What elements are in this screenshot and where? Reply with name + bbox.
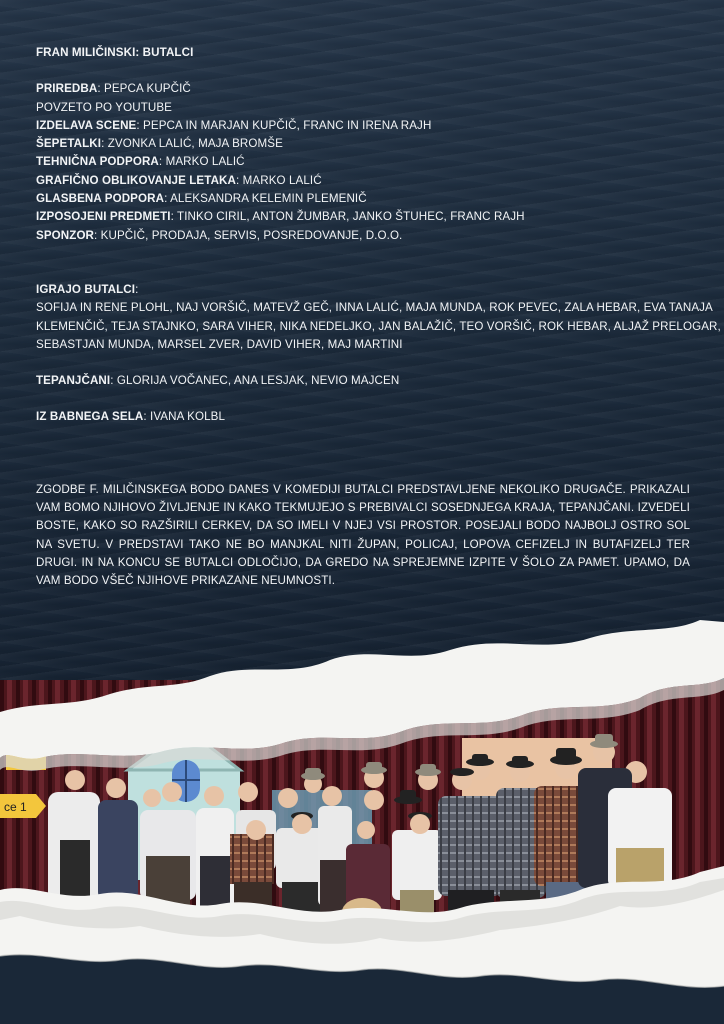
arrow-sign-text: ce 1 xyxy=(4,800,27,814)
credit-row: GRAFIČNO OBLIKOVANJE LETAKA: MARKO LALIĆ xyxy=(36,173,322,187)
cast-line: SOFIJA IN RENE PLOHL, NAJ VORŠIČ, MATEVŽ GEČ, INNA LALIĆ, MAJA MUNDA, ROK PEVEC, ZALA HEBAR, EVA TANAJA xyxy=(36,301,713,315)
credit-row: PRIREDBA: PEPCA KUPČIČ xyxy=(36,82,191,96)
cast-heading: IGRAJO BUTALCI xyxy=(36,282,136,296)
credit-row: TEHNIČNA PODPORA: MARKO LALIĆ xyxy=(36,155,245,169)
text-block xyxy=(36,44,721,591)
play-description: ZGODBE F. MILIČINSKEGA BODO DANES V KOMEDIJI BUTALCI PREDSTAVLJENE NEKOLIKO DRUGAČE. PRIKAZALI VAM BOMO NJIHOVO ŽIVLJENJE IN KAKO TEKMUJEJO S PREBIVALCI SOSEDNJEGA KRAJA, TEPANJČANI. IZVEDELI BOSTE, KAKO SO RAZŠIRILI CERKEV, DA SO IMELI V NJEJ VSI PROSTOR. POSEJALI BODO NAJBOLJ OSTRO SOL NA SVETU. V PREDSTAVI TAKO NE BO MANJKAL NITI ŽUPAN, POLICAJ, LOPOVA CEFIZELJ IN BUTAFIZELJ TER DRUGI. IN NA KONCU SE BUTALCI ODLOČIJO, DA GREDO NA SPREJEMNE IZPITE V ŠOLO ZA PAMET. UPAMO, DA VAM BODO VŠEČ NJIHOVE PRIKAZANE NEUMNOSTI. xyxy=(36,482,690,588)
credit-row: POVZETO PO YOUTUBE xyxy=(36,100,173,114)
cast-babno-selo: IZ BABNEGA SELA: IVANA KOLBL xyxy=(36,410,225,424)
cast-line: KLEMENČIČ, TEJA STAJNKO, SARA VIHER, NIKA NEDELJKO, JAN BALAŽIČ, TEO VORŠIČ, ROK HEBAR, ALJAŽ PRELOGAR, xyxy=(36,319,721,333)
credit-row: IZDELAVA SCENE: PEPCA IN MARJAN KUPČIČ, FRANC IN IRENA RAJH xyxy=(36,118,432,132)
cast-line: SEBASTJAN MUNDA, MARSEL ZVER, DAVID VIHER, MAJ MARTINI xyxy=(36,337,403,351)
cast-photo-illustration xyxy=(0,620,724,1024)
credit-row: IZPOSOJENI PREDMETI: TINKO CIRIL, ANTON ŽUMBAR, JANKO ŠTUHEC, FRANC RAJH xyxy=(36,210,525,224)
credit-row: SPONZOR: KUPČIČ, PRODAJA, SERVIS, POSREDOVANJE, D.O.O. xyxy=(36,228,403,242)
credit-row: GLASBENA PODPORA: ALEKSANDRA KELEMIN PLEMENIČ xyxy=(36,192,367,206)
credits-list xyxy=(36,80,690,245)
cast-butalci: IGRAJO BUTALCI: SOFIJA IN RENE PLOHL, NAJ VORŠIČ, MATEVŽ GEČ, INNA LALIĆ, MAJA MUNDA, ROK PEVEC, ZALA HEBAR, EVA TANAJA KLEMENČIČ, TEJA STAJNKO, SARA VIHER, NIKA NEDELJKO, JAN BALAŽIČ, TEO VORŠIČ, ROK HEBAR, ALJAŽ PRELOGAR, SEBASTJAN MUNDA, MARSEL ZVER, DAVID VIHER, MAJ MARTINI xyxy=(36,281,690,354)
credit-row: ŠEPETALKI: ZVONKA LALIĆ, MAJA BROMŠE xyxy=(36,137,283,151)
cast-tepanjcani: TEPANJČANI: GLORIJA VOČANEC, ANA LESJAK, NEVIO MAJCEN xyxy=(36,374,400,388)
play-title: FRAN MILIČINSKI: BUTALCI xyxy=(36,46,194,59)
cast-photo xyxy=(0,620,724,1024)
